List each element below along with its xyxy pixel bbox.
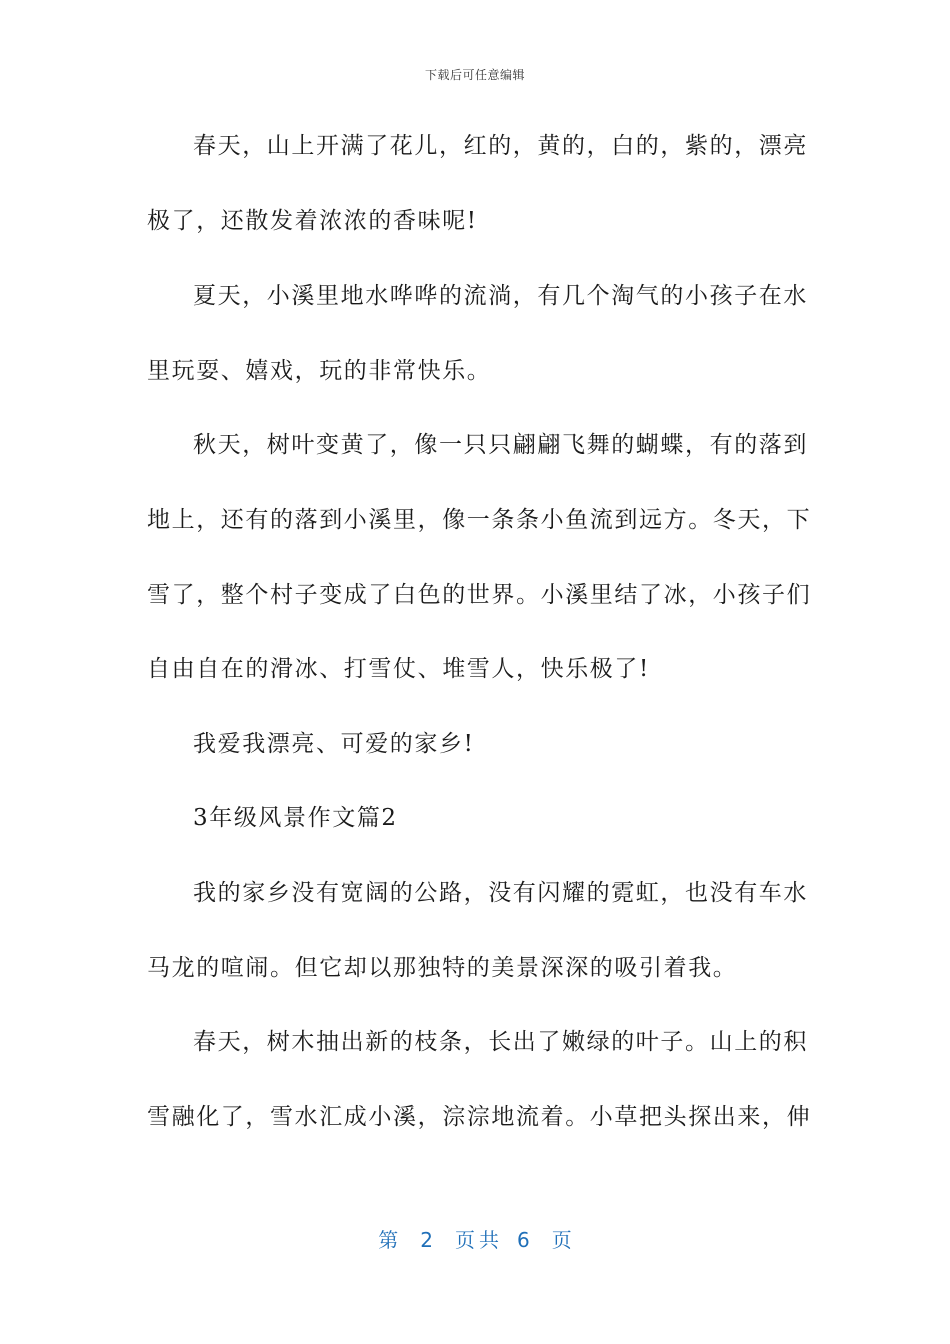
- paragraph-line: 雪融化了，雪水汇成小溪，淙淙地流着。小草把头探出来，伸: [147, 1104, 812, 1130]
- paragraph-line: 自由自在的滑冰、打雪仗、堆雪人，快乐极了!: [147, 656, 650, 682]
- header-note: 下载后可任意编辑: [424, 68, 525, 82]
- footer-label-di: 第: [378, 1228, 399, 1252]
- footer-label-ye: 页: [551, 1228, 572, 1252]
- paragraph-line: 夏天，小溪里地水哗哗的流淌，有几个淘气的小孩子在水: [193, 283, 808, 309]
- paragraph-line: 秋天，树叶变黄了，像一只只翩翩飞舞的蝴蝶，有的落到: [193, 432, 808, 458]
- paragraph-line: 春天，树木抽出新的枝条，长出了嫩绿的叶子。山上的积: [193, 1029, 808, 1055]
- paragraph-line: 地上，还有的落到小溪里，像一条条小鱼流到远方。冬天，下: [147, 507, 812, 533]
- footer-page-total: 6: [517, 1228, 530, 1252]
- paragraph-line: 我的家乡没有宽阔的公路，没有闪耀的霓虹，也没有车水: [193, 880, 808, 906]
- footer-label-ye-gong: 页共: [455, 1228, 503, 1252]
- paragraph-line: 马龙的喧闹。但它却以那独特的美景深深的吸引着我。: [147, 955, 738, 981]
- section-heading: 3年级风景作文篇2: [193, 805, 398, 831]
- paragraph-line: 里玩耍、嬉戏，玩的非常快乐。: [147, 358, 492, 384]
- paragraph-line: 雪了，整个村子变成了白色的世界。小溪里结了冰，小孩子们: [147, 582, 812, 608]
- paragraph-line: 我爱我漂亮、可爱的家乡!: [193, 731, 475, 757]
- page-footer: [0, 1224, 950, 1253]
- footer-page-current: 2: [420, 1228, 433, 1252]
- paragraph-line: 春天，山上开满了花儿，红的，黄的，白的，紫的，漂亮: [193, 133, 808, 159]
- paragraph-line: 极了，还散发着浓浓的香味呢!: [147, 208, 478, 234]
